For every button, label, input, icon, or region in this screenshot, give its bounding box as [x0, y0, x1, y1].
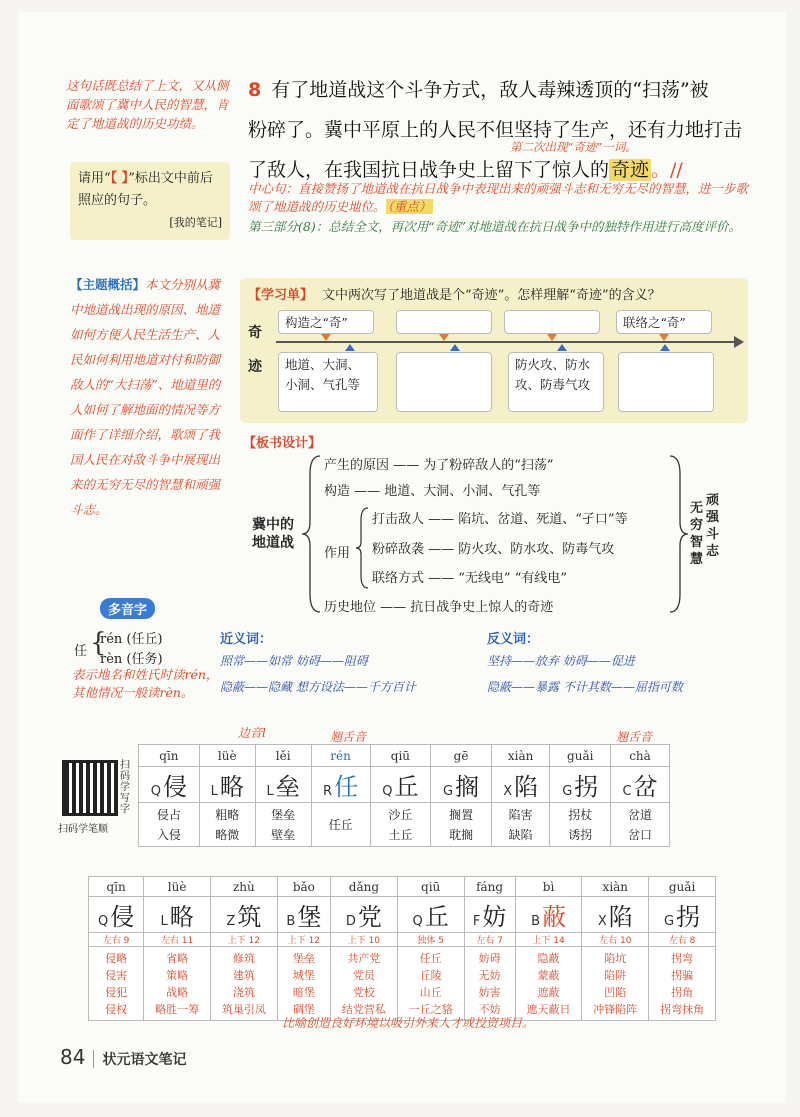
char-cell — [397, 897, 464, 933]
structure-cell: 左右 10 — [582, 933, 649, 947]
word-cell — [491, 803, 550, 847]
board-root-line-1: 冀中的 — [252, 517, 294, 533]
word: 土丘 — [388, 827, 413, 842]
board-brace-right — [668, 454, 688, 614]
word: 堡垒 — [271, 807, 296, 822]
structure-cell: 左右 7 — [464, 933, 515, 947]
pinyin-cell: lěi — [255, 745, 311, 767]
key-badge: （重点） — [387, 199, 432, 214]
char-cell — [144, 897, 211, 933]
word: 堡垒 — [292, 951, 315, 965]
study-question: 文中两次写了地道战是个“奇迹”。怎样理解“奇迹”的含义？ — [322, 288, 661, 303]
word-cell — [331, 947, 398, 1021]
initial-letter: C — [622, 784, 632, 799]
char-table-2 — [88, 876, 716, 1021]
pinyin-cell: xiàn — [582, 877, 649, 897]
study-bottom-box-3[interactable]: 防火攻、防水攻、防毒气攻 — [508, 352, 604, 412]
study-top-box-3[interactable] — [504, 310, 600, 334]
qr-label: 扫码学笔顺 — [58, 824, 108, 835]
word: 一丘之貉 — [408, 1002, 453, 1016]
char: 丘 — [394, 773, 419, 801]
board-brace-inner — [356, 506, 370, 590]
pinyin-cell: lüè — [144, 877, 211, 897]
initial-letter: Q — [98, 914, 109, 929]
initial-letter: B — [286, 914, 296, 929]
char-cell — [139, 767, 200, 803]
initial-letter: F — [472, 914, 481, 929]
char-cell — [199, 767, 255, 803]
word-cell — [255, 803, 311, 847]
board-cause-label: 产生的原因 — [324, 458, 390, 473]
paragraph-number: 8 — [248, 79, 262, 101]
char: 侵 — [110, 903, 135, 931]
char-cell — [210, 897, 277, 933]
word: 碉堡 — [292, 1002, 315, 1016]
word: 陷害 — [508, 807, 533, 822]
word: 妨碍 — [478, 951, 501, 965]
word: 岔口 — [628, 827, 653, 842]
study-top-box-2[interactable] — [396, 310, 492, 334]
word: 略微 — [215, 827, 240, 842]
word-cell — [397, 947, 464, 1021]
board-right-char: 慧 — [690, 552, 704, 567]
word: 山丘 — [419, 985, 442, 999]
paragraph-line-2: 粉碎了。冀中平原上的人民不但坚持了生产，还有力地打击 — [248, 119, 743, 141]
initial-letter: B — [531, 914, 540, 929]
char-cell — [515, 897, 582, 933]
up-marker-icon — [450, 344, 460, 351]
down-marker-icon — [547, 334, 557, 341]
pinyin-cell: zhù — [210, 877, 277, 897]
pinyin-cell: rén — [311, 745, 370, 767]
note-lateral: 边音l — [238, 726, 266, 740]
board-function-2-value: 防火攻、防水攻、防毒气攻 — [458, 542, 615, 557]
word: 侵害 — [105, 968, 128, 982]
board-function-2: 粉碎敌袭 —— 防火攻、防水攻、防毒气攻 — [372, 542, 615, 557]
char: 筑 — [237, 903, 262, 931]
study-title: 【学习单】 — [248, 288, 314, 303]
structure-cell: 左右 11 — [144, 933, 211, 947]
word: 凹陷 — [604, 985, 627, 999]
board-root-line-2: 地道战 — [252, 535, 294, 551]
char: 垒 — [275, 773, 300, 801]
question-post: ”标出文中前后照应的句子。 — [78, 171, 213, 208]
board-brace-left — [302, 454, 322, 614]
pinyin-cell: chà — [611, 745, 670, 767]
char-cell — [370, 767, 431, 803]
polyphone-badge: 多音字 — [100, 598, 155, 619]
pinyin-cell: qiū — [397, 877, 464, 897]
char-cell — [611, 767, 670, 803]
char: 妨 — [482, 903, 507, 931]
word: 拐弯抹角 — [660, 1002, 705, 1016]
word: 侵权 — [105, 1002, 128, 1016]
word: 缺陷 — [508, 827, 533, 842]
initial-letter: Q — [150, 784, 162, 799]
board-right-char: 志 — [706, 544, 720, 559]
study-sheet — [240, 278, 748, 423]
pinyin-cell: xiàn — [491, 745, 550, 767]
char-cell — [431, 767, 492, 803]
word: 省略 — [166, 951, 189, 965]
board-right-char: 强 — [706, 510, 720, 525]
pinyin-cell: gē — [431, 745, 492, 767]
structure-cell: 上下 10 — [331, 933, 398, 947]
board-function-label: 作用 — [324, 546, 351, 561]
char: 拐 — [574, 773, 599, 801]
up-marker-icon — [660, 344, 670, 351]
board-row-status: 历史地位 —— 抗日战争史上惊人的奇迹 — [324, 600, 554, 615]
word-cell — [550, 803, 611, 847]
pinyin-cell: guǎi — [550, 745, 611, 767]
initial-letter: Q — [382, 784, 393, 799]
pinyin-cell: qīn — [139, 745, 200, 767]
word: 任丘 — [419, 951, 442, 965]
initial-letter: G — [664, 914, 675, 929]
board-structure-label: 构造 — [324, 484, 351, 499]
center-note — [248, 180, 748, 236]
word: 搁置 — [449, 807, 474, 822]
pinyin-cell: qīn — [89, 877, 144, 897]
board-right-char: 无 — [690, 501, 704, 516]
word-cell — [199, 803, 255, 847]
down-marker-icon — [321, 334, 331, 341]
char-cell — [277, 897, 330, 933]
word: 诱拐 — [568, 827, 593, 842]
structure-cell: 上下 14 — [515, 933, 582, 947]
word: 党员 — [352, 968, 375, 982]
my-notes-tag: [我的笔记] — [169, 216, 222, 229]
word-cell — [139, 803, 200, 847]
char-cell — [255, 767, 311, 803]
initial-letter: D — [345, 914, 356, 929]
board-row-structure: 构造 —— 地道、大洞、小洞、气孔等 — [324, 484, 541, 499]
polyphone-reading-1: rén (任丘) — [100, 632, 163, 647]
word: 丘陵 — [419, 968, 442, 982]
word: 党校 — [352, 985, 375, 999]
structure-cell: 独体 5 — [397, 933, 464, 947]
word: 入侵 — [156, 827, 181, 842]
word-cell — [277, 947, 330, 1021]
synonyms-row-2: 隐蔽——隐藏 想方设法——千方百计 — [220, 680, 416, 694]
word-cell — [144, 947, 211, 1021]
word-cell — [515, 947, 582, 1021]
board-function-3-value: “无线电” “有线电” — [458, 571, 567, 586]
board-function-3: 联络方式 —— “无线电” “有线电” — [372, 571, 567, 586]
antonyms-row-1: 坚持——放弃 妨碍——促进 — [487, 654, 635, 668]
char: 略 — [219, 773, 244, 801]
board-right-col-a — [690, 500, 706, 568]
char: 蔽 — [542, 903, 566, 931]
main-paragraph — [248, 70, 748, 190]
word-cell — [89, 947, 144, 1021]
pinyin-cell: dǎng — [331, 877, 398, 897]
pinyin-cell: qiū — [370, 745, 431, 767]
antonyms-row-2: 隐蔽——暴露 不计其数——屈指可数 — [487, 680, 683, 694]
qr-side-label: 扫码学写字 — [120, 760, 130, 815]
theme-title: 【主题概括】 — [70, 277, 146, 292]
pinyin-cell: bǎo — [277, 877, 330, 897]
polyphone-brace: { — [90, 628, 107, 658]
word: 壁垒 — [271, 827, 296, 842]
char: 陷 — [608, 903, 633, 931]
note-retroflex-1: 翘舌音 — [330, 730, 367, 744]
word: 遮天蔽日 — [526, 1002, 571, 1016]
paragraph-end-mark: 。// — [651, 159, 683, 181]
word: 不妨 — [478, 1002, 501, 1016]
initial-letter: X — [597, 914, 607, 929]
margin-note-summary: 这句话既总结了上文，又从侧面歌颂了冀中人民的智慧，肯定了地道战的历史功绩。 — [66, 78, 229, 131]
char-cell — [311, 767, 370, 803]
board-function-3-key: 联络方式 — [372, 571, 425, 586]
study-top-box-4[interactable]: 联络之“奇” — [616, 310, 712, 334]
initial-letter: Z — [226, 914, 236, 929]
char: 侵 — [163, 773, 188, 801]
word: 侵犯 — [105, 985, 128, 999]
board-right-char: 穷 — [690, 518, 704, 533]
word: 侵略 — [105, 951, 128, 965]
central-sentence-note: 中心句：直接赞扬了地道战在抗日战争中表现出来的顽强斗志和无穷无尽的智慧，进一步歌颂了地道战的历史地位。 — [248, 181, 749, 214]
down-marker-icon — [659, 334, 669, 341]
study-bottom-box-4[interactable] — [618, 352, 714, 412]
question-pre: 请用“ — [78, 171, 111, 186]
initial-letter: R — [323, 784, 333, 799]
char: 陷 — [514, 773, 539, 801]
question-box — [70, 162, 230, 240]
study-arrow-line — [276, 341, 740, 343]
up-marker-icon — [345, 344, 355, 351]
polyphone-note: 表示地名和姓氏时读rén，其他情况一般读rèn。 — [72, 667, 219, 700]
board-status-label: 历史地位 — [324, 600, 377, 615]
char: 堡 — [297, 903, 322, 931]
page-footer — [60, 1045, 186, 1069]
initial-letter: L — [266, 784, 274, 799]
word-cell — [210, 947, 277, 1021]
qr-code-icon[interactable] — [62, 760, 118, 816]
antonyms-title: 反义词： — [487, 632, 540, 647]
char: 拐 — [676, 903, 701, 931]
word: 浇筑 — [232, 985, 255, 999]
idiom-explanation: 比喻创造良好环境以吸引外来人才或投资项目。 — [282, 1016, 535, 1030]
synonyms-row-1: 照常——如常 妨碍——阻碍 — [220, 654, 368, 668]
board-cause-text: 为了粉碎敌人的“扫荡” — [423, 458, 554, 473]
study-bottom-box-1[interactable]: 地道、大洞、小洞、气孔等 — [278, 352, 378, 412]
study-side-ji: 迹 — [248, 359, 262, 375]
word: 城堡 — [292, 968, 315, 982]
char: 略 — [169, 903, 194, 931]
note-retroflex-2: 翘舌音 — [616, 730, 653, 744]
down-marker-icon — [439, 334, 449, 341]
polyphone-reading-2: rèn (任务) — [100, 652, 163, 667]
word: 侵占 — [156, 807, 181, 822]
char-cell — [491, 767, 550, 803]
board-title: 【板书设计】 — [243, 436, 322, 451]
theme-summary — [70, 272, 230, 522]
word: 任丘 — [328, 817, 353, 832]
word: 拐杖 — [568, 807, 593, 822]
char-cell — [582, 897, 649, 933]
char-cell — [649, 897, 716, 933]
board-function-1-key: 打击敌人 — [372, 512, 425, 527]
part-three-note: 第三部分(8)：总结全文，再次用“奇迹”对地道战在抗日战争中的独特作用进行高度评价。 — [248, 219, 741, 234]
page-number: 84 — [60, 1045, 86, 1069]
initial-letter: G — [562, 784, 573, 799]
initial-letter: Q — [412, 914, 423, 929]
word-cell — [311, 803, 370, 847]
word: 蒙蔽 — [537, 968, 560, 982]
up-marker-icon — [557, 344, 567, 351]
char-cell — [464, 897, 515, 933]
question-bracket: 【 】 — [110, 171, 129, 186]
board-right-char: 智 — [690, 535, 704, 550]
board-structure-text: 地道、大洞、小洞、气孔等 — [384, 484, 541, 499]
word: 沙丘 — [388, 807, 413, 822]
study-bottom-box-2[interactable] — [396, 352, 492, 412]
word: 隐蔽 — [537, 951, 560, 965]
word: 拐角 — [671, 985, 694, 999]
initial-letter: G — [443, 784, 454, 799]
char-table-1 — [138, 744, 670, 847]
word: 战略 — [166, 985, 189, 999]
structure-cell: 上下 12 — [210, 933, 277, 947]
arrow-head-icon — [734, 336, 744, 348]
word-cell — [582, 947, 649, 1021]
synonyms-title: 近义词： — [220, 632, 273, 647]
word: 略胜一筹 — [155, 1002, 200, 1016]
word-cell — [431, 803, 492, 847]
char: 党 — [357, 903, 382, 931]
word: 拐弯 — [671, 951, 694, 965]
book-title: 状元语文笔记 — [102, 1052, 187, 1068]
word: 策略 — [166, 968, 189, 982]
polyphone-char: 任 — [74, 644, 88, 659]
word-cell — [370, 803, 431, 847]
structure-cell: 左右 8 — [649, 933, 716, 947]
initial-letter: X — [503, 784, 513, 799]
pinyin-cell: fáng — [464, 877, 515, 897]
paragraph-line-3: 了敌人，在我国抗日战争史上留下了惊人的 — [248, 159, 610, 181]
word: 共产党 — [347, 951, 381, 965]
char: 丘 — [424, 903, 449, 931]
board-function-2-key: 粉碎敌袭 — [372, 542, 425, 557]
structure-cell: 左右 9 — [89, 933, 144, 947]
char: 任 — [334, 773, 359, 801]
board-right-char: 顽 — [706, 493, 720, 508]
word-cell — [649, 947, 716, 1021]
word: 陷坑 — [604, 951, 627, 965]
word: 拐骗 — [671, 968, 694, 982]
word-cell — [464, 947, 515, 1021]
pinyin-cell: guǎi — [649, 877, 716, 897]
char: 搁 — [455, 773, 480, 801]
board-function-1: 打击敌人 —— 陷坑、岔道、死道、“孑口”等 — [372, 512, 628, 527]
board-row-cause: 产生的原因 —— 为了粉碎敌人的“扫荡” — [324, 458, 554, 473]
word: 岔道 — [628, 807, 653, 822]
annotation-second-qiji: 第二次出现“奇迹”一词。 — [510, 140, 637, 154]
char-cell — [331, 897, 398, 933]
pinyin-cell: lüè — [199, 745, 255, 767]
initial-letter: L — [160, 914, 168, 929]
char-cell — [89, 897, 144, 933]
paragraph-line-1: 有了地道战这个斗争方式，敌人毒辣透顶的“扫荡”被 — [271, 79, 709, 101]
theme-body: 本文分别从冀中地道战出现的原因、地道如何方便人民生活生产、人民如何利用地道对付和防御敌人的“大扫荡”、地道里的人如何了解地面的情况等方面作了详细介绍，歌颂了我国人民在对敌斗争中展现出来的无穷无尽的智慧和顽强斗志。 — [70, 277, 221, 517]
pinyin-cell: bì — [515, 877, 582, 897]
board-right-char: 斗 — [706, 527, 720, 542]
word: 陷阱 — [604, 968, 627, 982]
word: 粗略 — [215, 807, 240, 822]
char-cell — [550, 767, 611, 803]
word: 建筑 — [232, 968, 255, 982]
board-design — [240, 450, 750, 620]
word: 结党营私 — [341, 1002, 386, 1016]
word: 筑巢引凤 — [221, 1002, 266, 1016]
board-root — [252, 516, 294, 552]
study-side-qi: 奇 — [248, 325, 262, 341]
board-function-1-value: 陷坑、岔道、死道、“孑口”等 — [458, 512, 628, 527]
initial-letter: L — [210, 784, 218, 799]
structure-cell: 上下 12 — [277, 933, 330, 947]
word: 暗堡 — [292, 985, 315, 999]
board-status-text: 抗日战争史上惊人的奇迹 — [410, 600, 554, 615]
word: 妨害 — [478, 985, 501, 999]
word: 耽搁 — [449, 827, 474, 842]
word: 无妨 — [478, 968, 501, 982]
word-cell — [611, 803, 670, 847]
footer-divider — [93, 1050, 94, 1068]
word: 遮蔽 — [537, 985, 560, 999]
word: 冲锋陷阵 — [593, 1002, 638, 1016]
study-top-box-1[interactable]: 构造之“奇” — [278, 310, 374, 334]
word: 修筑 — [232, 951, 255, 965]
highlight-qiji: 奇迹 — [611, 159, 650, 181]
char: 岔 — [633, 773, 658, 801]
board-right-col-b — [706, 492, 722, 560]
